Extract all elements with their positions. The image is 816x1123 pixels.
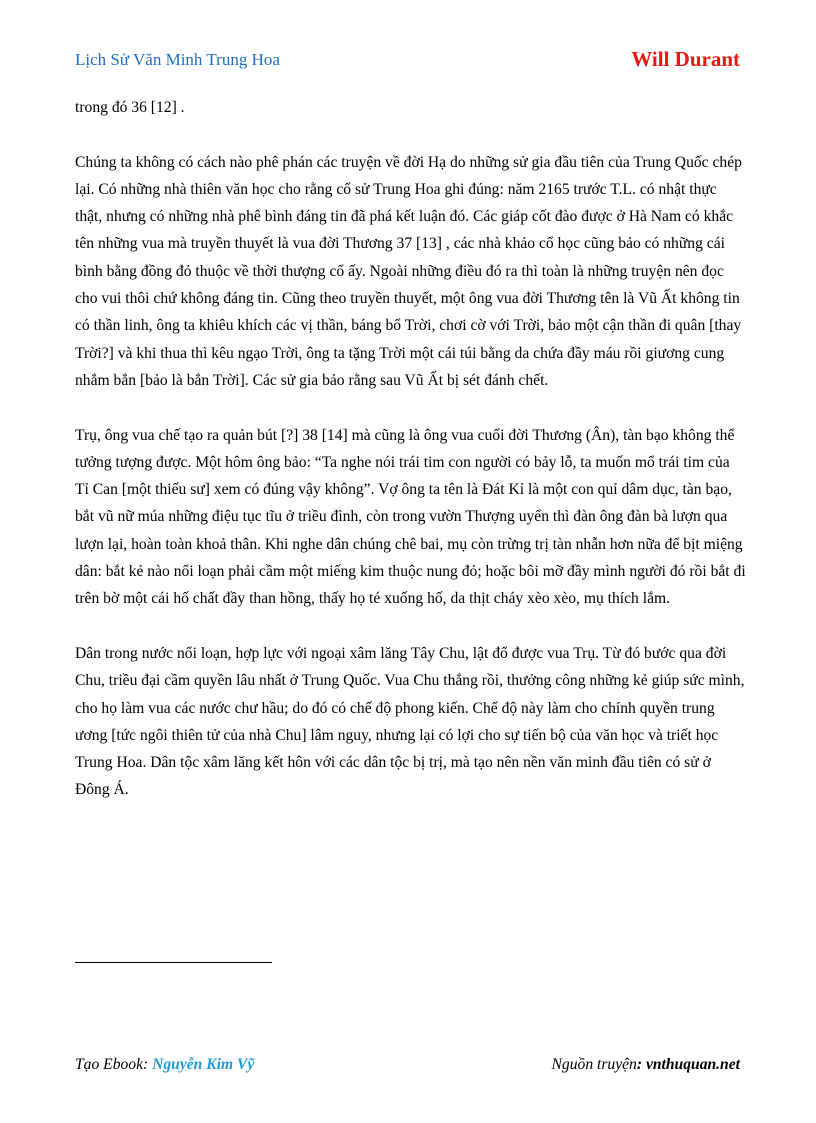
footer-source-site: vnthuquan.net [645,1056,740,1073]
footer-source-credit [552,1056,740,1074]
author-name: Will Durant [631,47,740,71]
footnote-separator [75,962,272,963]
footer-ebook-author: Nguyễn Kim Vỹ [152,1056,255,1073]
footer-ebook-credit [75,1056,254,1074]
paragraph-chu-dynasty: Dân trong nước nổi loạn, hợp lực với ngoại xâm lăng Tây Chu, lật đổ được vua Trụ. Từ đó bước qua đời Chu, triều đại cầm quyền lâu nhất ở Trung Quốc. Vua Chu thắng rồi, thưởng công những kẻ giúp sức mình, cho họ làm vua các nước chư hầu; do đó có chế độ phong kiến. Chế độ này làm cho chính quyền trung ương [tức ngôi thiên tử của nhà Chu] lâm nguy, nhưng lại có lợi cho sự tiến bộ của văn học và triết học Trung Hoa. Dân tộc xâm lăng kết hôn với các dân tộc bị trị, mà tạo nên nền văn minh đầu tiên có sử ở Đông Á. [75,644,745,799]
paragraph-continuation: trong đó 36 [12] . [75,99,185,116]
page-body [75,94,747,831]
book-title: Lịch Sử Văn Minh Trung Hoa [75,50,280,69]
footer-ebook-sep: : [143,1056,153,1073]
paragraph-ha-dynasty: Chúng ta không có cách nào phê phán các truyện về đời Hạ do những sử gia đầu tiên của Trung Quốc chép lại. Có những nhà thiên văn học cho rằng cổ sử Trung Hoa ghi đúng: năm 2165 trước T.L. có nhật thực thật, nhưng có những nhà phê bình đáng tin đã phá kết luận đó. Các giáp cốt đào được ở Hà Nam có khắc tên những vua mà truyền thuyết là vua đời Thương 37 [13] , các nhà khảo cổ học cũng bảo có những cái bình bằng đồng đỏ thuộc về thời thượng cổ ấy. Ngoài những điều đó ra thì toàn là những truyện nên đọc cho vui thôi chứ không đáng tin. Cũng theo truyền thuyết, một ông vua đời Thương tên là Vũ Ất không tin có thần linh, ông ta khiêu khích các vị thần, báng bổ Trời, chơi cờ với Trời, bảo một cận thần đi quân [thay Trời?] và khi thua thì kêu ngạo Trời, ông ta tặng Trời một cái túi bằng da chứa đầy máu rồi giương cung nhắm bắn [bảo là bắn Trời]. Các sử gia bảo rằng sau Vũ Ất bị sét đánh chết. [75,153,742,389]
footer-ebook-label: Tạo Ebook [75,1056,144,1073]
paragraph-tru-king: Trụ, ông vua chế tạo ra quản bút [?] 38 [14] mà cũng là ông vua cuối đời Thương (Ân), tàn bạo không thể tưởng tượng được. Một hôm ông bảo: “Ta nghe nói trái tim con người có bảy lỗ, ta muốn mổ trái tim của Tỉ Can [một thiếu sư] xem có đúng vậy không”. Vợ ông ta tên là Đát Kỉ là một con quỉ dâm dục, tàn bạo, bắt vũ nữ múa những điệu tục tĩu ở triều đình, còn trong vườn Thượng uyển thì đàn ông đàn bà lượn qua lượn lại, hoàn toàn khoả thân. Khi nghe dân chúng chê bai, mụ còn trừng trị tàn nhẫn hơn nữa để bịt miệng dân: bắt kẻ nào nổi loạn phải cầm một miếng kim thuộc nung đỏ; hoặc bôi mỡ đầy mình người đó rồi bắt đi trên bờ một cái hố chất đầy than hồng, thấy họ té xuống hố, da thịt cháy xèo xèo, mụ thích lắm. [75,426,746,608]
footer-source-label: Nguồn truyện [551,1056,637,1073]
footer-source-sep: : [636,1056,646,1073]
